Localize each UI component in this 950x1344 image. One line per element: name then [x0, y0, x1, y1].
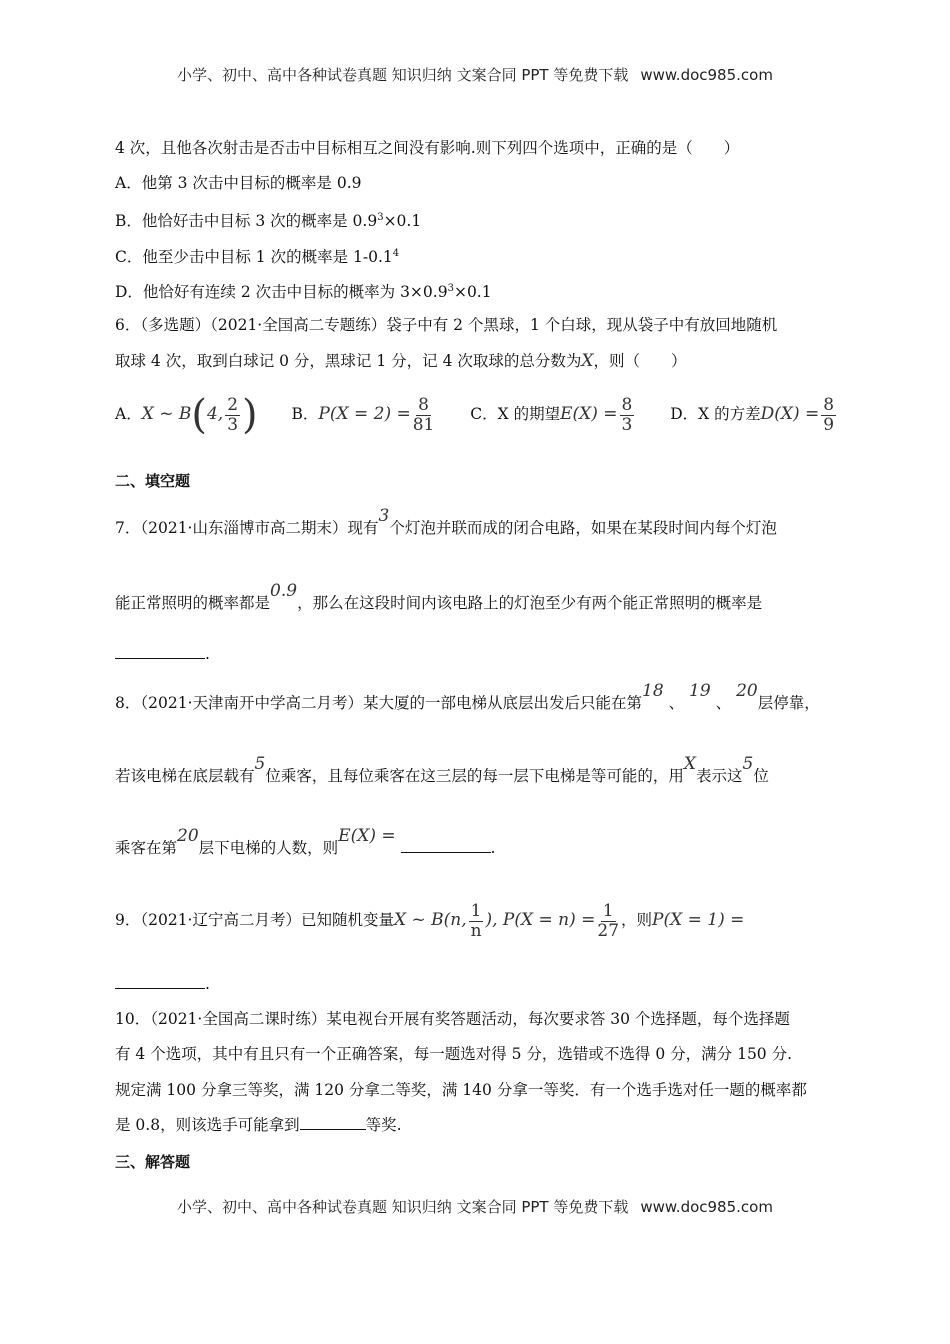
- q10-line4: 是 0.8，则该选手可能拿到 等奖.: [115, 1116, 402, 1134]
- q7-line1: 7．（2021·山东淄博市高二期末）现有3个灯泡并联而成的闭合电路，如果在某段时间内每个灯泡: [115, 506, 777, 537]
- q8-answer-blank[interactable]: [401, 838, 491, 853]
- section-fill-in-title: 二、填空题: [115, 472, 191, 490]
- q6-stem-line1: 6．（多选题）（2021·全国高二专题练）袋子中有 2 个黑球，1 个白球，现从袋子中有放回地随机: [115, 316, 778, 334]
- q6-option-c: C．X 的期望E(X) = $\frac{8}{3}$: [470, 394, 633, 435]
- q8-line2: 若该电梯在底层载有5位乘客，且每位乘客在这三层的每一层下电梯是等可能的，用X表示这5位: [115, 754, 769, 785]
- q6-stem-line2: 取球 4 次，取到白球记 0 分，黑球记 1 分，记 4 次取球的总分数为X，则（ ）: [115, 351, 687, 371]
- q6-option-d: D．X 的方差D(X) = $\frac{8}{9}$: [670, 394, 835, 435]
- q5-option-c: C．他至少击中目标 1 次的概率是 $1-0.1^4$: [115, 248, 400, 267]
- page-header: [0, 64, 950, 85]
- q7-line2: 能正常照明的概率都是0.9，那么在这段时间内该电路上的灯泡至少有两个能正常照明的概率是: [115, 581, 763, 612]
- q5-option-d: D．他恰好有连续 2 次击中目标的概率为 $3\times 0.9^3\times 0.1$: [115, 283, 492, 302]
- q9-answer-blank[interactable]: .: [115, 974, 210, 994]
- header-url[interactable]: www.doc985.com: [640, 66, 773, 84]
- q5-stem: 4 次，且他各次射击是否击中目标相互之间没有影响.则下列四个选项中，正确的是（ ）: [115, 139, 740, 157]
- q10-answer-blank[interactable]: [300, 1115, 366, 1130]
- footer-text: 小学、初中、高中各种试卷真题 知识归纳 文案合同 PPT 等免费下载: [177, 1198, 629, 1216]
- q6-option-a: A．X ~ B(4, $\frac{2}{3}$ ): [115, 392, 258, 438]
- q8-line1: 8．（2021·天津南开中学高二月考）某大厦的一部电梯从底层出发后只能在第18 、 19 、 20层停靠，: [115, 681, 820, 712]
- q10-line3: 规定满 100 分拿三等奖，满 120 分拿二等奖，满 140 分拿一等奖．有一个选手选对任一题的概率都: [115, 1081, 807, 1099]
- q10-line1: 10．（2021·全国高二课时练）某电视台开展有奖答题活动，每次要求答 30 个选择题，每个选择题: [115, 1010, 790, 1028]
- section-answer-title: 三、解答题: [115, 1153, 191, 1171]
- q9-line1: 9．（2021·辽宁高二月考）已知随机变量X ~ B(n, $\frac{1}{n}$ ), P(X = n) = $\frac{1}{27}$ ，则P(X = 1) =: [115, 900, 745, 941]
- q6-option-b: B．P(X = 2) = $\frac{8}{81}$: [291, 394, 435, 435]
- q5-option-b: B．他恰好击中目标 3 次的概率是 $0.9^3\times 0.1$: [115, 212, 422, 231]
- q6-options: [115, 392, 838, 436]
- footer-url[interactable]: www.doc985.com: [640, 1198, 773, 1216]
- page-footer: [0, 1196, 950, 1217]
- header-text: 小学、初中、高中各种试卷真题 知识归纳 文案合同 PPT 等免费下载: [177, 66, 629, 84]
- q7-answer-blank[interactable]: .: [115, 644, 210, 664]
- q5-option-a: A．他第 3 次击中目标的概率是 0.9: [115, 174, 362, 192]
- q10-line2: 有 4 个选项，其中有且只有一个正确答案，每一题选对得 5 分，选错或不选得 0 分，满分 150 分.: [115, 1045, 793, 1063]
- q8-line3: 乘客在第20层下电梯的人数，则E(X) = .: [115, 826, 496, 857]
